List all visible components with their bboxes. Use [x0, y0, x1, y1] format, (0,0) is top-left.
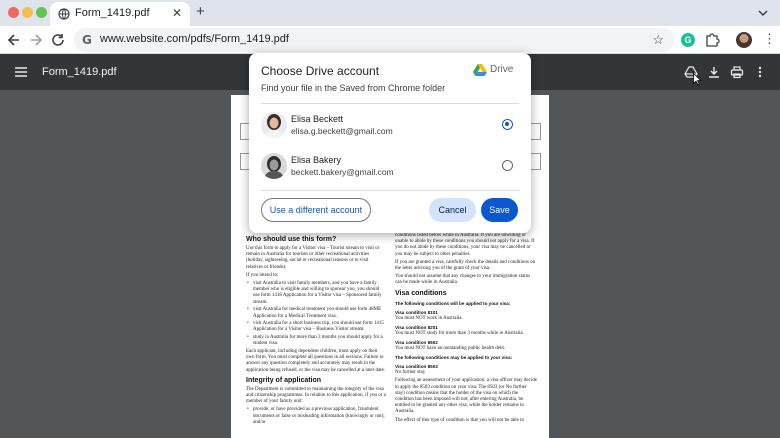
tab-title: Form_1419.pdf [75, 7, 150, 19]
menu-icon[interactable]: ⋮ [763, 31, 776, 46]
use-different-account-button[interactable]: Use a different account [261, 198, 371, 222]
divider [261, 190, 519, 191]
account-option-elisa-bakery[interactable] [261, 147, 519, 187]
account-name: Elisa Beckett [291, 114, 344, 124]
paragraph: You should not assume that any changes to your immigration status can be made while in Australia. [395, 274, 531, 286]
subheading: Visa condition 8201 [395, 324, 438, 330]
paragraph: If you are granted a visa, carefully check the details and conditions on the letter advising you of the grant of your visa. [395, 259, 536, 272]
paragraph: You must NOT have an outstanding public health debt. [395, 346, 506, 352]
paragraph: No further stay [395, 370, 426, 376]
profile-avatar[interactable] [736, 32, 752, 48]
grammarly-icon[interactable]: G [681, 33, 695, 47]
subheading: Visa condition 8602 [395, 340, 438, 346]
pdf-left-column [246, 233, 386, 428]
drive-label: Drive [490, 64, 514, 75]
mouse-cursor-icon [693, 73, 702, 85]
paragraph: You must NOT study for more than 3 months while in Australia. [395, 330, 524, 336]
browser-tab[interactable] [50, 2, 190, 26]
tab-strip [0, 0, 780, 26]
pdf-right-column [395, 233, 537, 426]
form-box-fragment [531, 123, 541, 140]
section-heading: Who should use this form? [246, 236, 337, 243]
paragraph: Use this form to apply for a Visitor visa – Tourist stream to visit or remain in Australia for tourism or other recreational activities (holiday, sightseeing, social or recreational reasons or to visit relatives or friends). [246, 246, 380, 270]
hamburger-menu-icon[interactable] [14, 66, 28, 78]
maximize-window-button[interactable] [36, 7, 47, 18]
divider [261, 103, 519, 104]
paragraph: If you intend to: [246, 272, 279, 278]
section-heading: Visa conditions [395, 289, 447, 297]
address-bar[interactable] [74, 28, 674, 52]
avatar [261, 112, 287, 138]
google-drive-icon [473, 64, 487, 76]
browser-toolbar [0, 26, 780, 54]
subheading: The following conditions may be applied to your visa: [395, 355, 513, 361]
dialog-subtitle: Find your file in the Saved from Chrome folder [261, 83, 446, 93]
account-radio-unselected[interactable] [502, 160, 513, 171]
back-icon[interactable] [6, 32, 22, 48]
avatar [261, 153, 287, 179]
paragraph: The Department is committed to maintaining the integrity of the visa and citizenship programmes. In relation to this application, if you or a member of your family unit: [246, 386, 386, 405]
account-option-elisa-beckett[interactable] [261, 106, 519, 146]
list-item: • study in Australia for more than 3 months you should apply for a student visa. [246, 335, 386, 347]
account-radio-selected[interactable] [502, 119, 513, 130]
section-heading: Integrity of application [246, 376, 322, 384]
account-email: elisa.g.beckett@gmail.com [291, 126, 393, 136]
pdf-title: Form_1419.pdf [42, 66, 117, 78]
tab-search-chevron-icon[interactable] [756, 6, 770, 20]
subheading: The following conditions will be applied to your visa: [395, 300, 511, 306]
print-icon[interactable] [730, 65, 744, 79]
cancel-button[interactable]: Cancel [429, 198, 476, 222]
dialog-title: Choose Drive account [261, 64, 380, 78]
minimize-window-button[interactable] [22, 7, 33, 18]
form-box-fragment [531, 153, 541, 170]
close-window-button[interactable] [8, 7, 19, 18]
puzzle-icon[interactable] [704, 32, 720, 48]
star-icon[interactable]: ☆ [652, 32, 664, 47]
save-button[interactable]: Save [481, 198, 518, 222]
paragraph: You must NOT work in Australia. [395, 315, 463, 321]
account-email: beckett.bakery@gmail.com [291, 167, 394, 177]
more-options-icon[interactable] [753, 65, 767, 79]
paragraph: Following an assessment of your application, a visa officer may decide to apply the 8503 condition on your visa. The 8503 (or No further stay) condition means that the holder of the visa on which the condition has been imposed will not, after entering Australia, be entitled to be granted any other visa, while the holder remains in Australia. [395, 378, 537, 415]
list-item: • provide, or have provided as a previous application, fraudulent documents or false or misleading information (knowingly or not); and/or [246, 407, 386, 426]
paragraph: Each applicant, including dependent children, must apply on their own form. You must complete all questions in all sections. Failure to answer any question completely and accurately may result in the application being refused, or the visa may be cancelled at a later date. [246, 349, 386, 373]
globe-icon [58, 8, 70, 20]
download-icon[interactable] [707, 65, 721, 79]
list-item: • visit Australia for medical treatment you should use form 48ME Application for a Medical Treatment visa. [246, 307, 386, 319]
account-name: Elisa Bakery [291, 155, 342, 165]
paragraph: The effect of this type of condition is that you will not be able to [395, 417, 525, 423]
tab-close-icon[interactable]: ✕ [171, 6, 182, 20]
list-item: • visit Australia to visit family members, and you have a family member who is eligible and willing to sponsor you, you should use form 1418 Application for a Visitor visa – Sponsored family stream. [246, 281, 386, 306]
url-text[interactable]: www.website.com/pdfs/Form_1419.pdf [100, 33, 289, 45]
subheading: Visa condition 8503 [395, 364, 438, 370]
paragraph: conditions listed below while in Australia. If you are unwilling or unable to abide by these conditions you should not apply for a visa. If you do not abide by these conditions, your visa may be cancelled or you may be subject to other penalties. [395, 233, 535, 257]
forward-icon[interactable] [28, 32, 44, 48]
choose-drive-account-dialog [249, 53, 531, 233]
drive-logo [473, 63, 521, 77]
list-item: • visit Australia for a short business trip, you should use form 1415 Application for a Visitor visa – Business Visitor stream. [246, 321, 386, 333]
reload-icon[interactable] [50, 32, 66, 48]
google-icon: G [82, 33, 92, 47]
new-tab-button[interactable]: + [196, 3, 205, 20]
subheading: Visa condition 8101 [395, 309, 438, 315]
